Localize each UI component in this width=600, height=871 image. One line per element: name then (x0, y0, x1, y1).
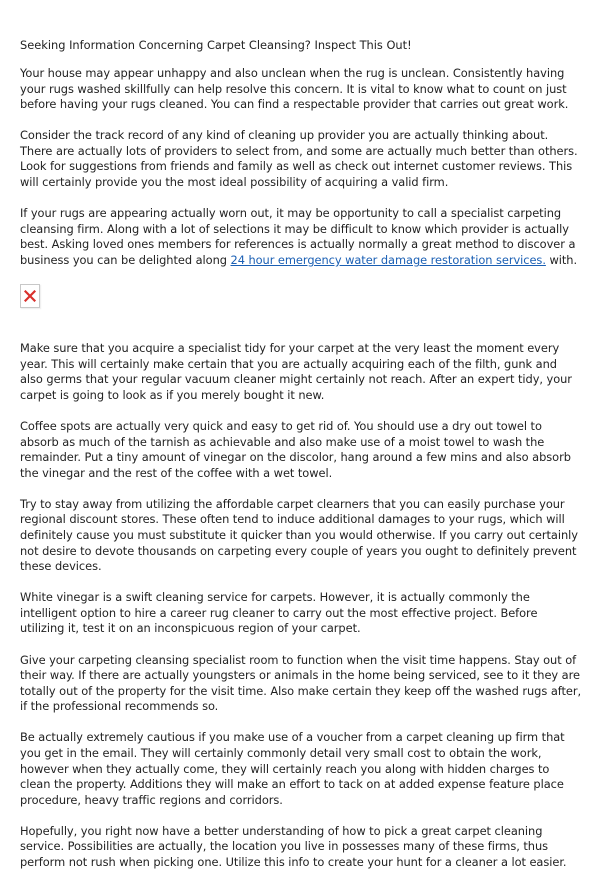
paragraph-3-tail: with. (545, 252, 578, 267)
paragraph-3 (20, 206, 582, 268)
article-title: Seeking Information Concerning Carpet Cleansing? Inspect This Out! (20, 38, 412, 52)
paragraph-6: Try to stay away from utilizing the affordable carpet clearners that you can easily purchase your regional discount stores. These often tend to induce additional damages to your rugs, which will definitely cause you must substitute it quicker than you would otherwise. If you carry out certainly not desire to devote thousands on carpeting every couple of years you ought to definitely prevent these devices. (20, 496, 578, 574)
paragraph-2: Consider the track record of any kind of cleaning up provider you are actually thinking about. There are actually lots of providers to select from, and some are actually much better than others. Look for suggestions from friends and family as well as check out internet customer reviews. This will certainly provide you the most ideal possibility of acquiring a valid firm. (20, 128, 578, 190)
paragraph-5: Coffee spots are actually very quick and easy to get rid of. You should use a dry out towel to absorb as much of the tarnish as achievable and also make use of a moist towel to wash the remainder. Put a tiny amount of vinegar on the discolor, hang around a few mins and also absorb the vinegar and the rest of the coffee with a wet towel. (20, 418, 571, 480)
paragraph-4: Make sure that you acquire a specialist tidy for your carpet at the very least the moment every year. This will certainly make certain that you are actually acquiring each of the filth, gunk and also germs that your regular vacuum cleaner might certainly not reach. After an expert tidy, your carpet is going to look as if you merely bought it new. (20, 341, 572, 402)
broken-image-icon (20, 284, 40, 308)
paragraph-9: Be actually extremely cautious if you make use of a voucher from a carpet cleaning up firm that you get in the email. They will certainly commonly detail very small cost to obtain the work, however when they actually come, they will certainly reach you along with hidden charges to clean the property. Additions they will make an effort to tack on at added expense feature place procedure, heavy traffic regions and corridors. (20, 730, 565, 807)
paragraph-7: White vinegar is a swift cleaning service for carpets. However, it is actually commonly the intelligent option to hire a career rug cleaner to carry out the most effective project. Before utilizing it, test it on an inconspicuous region of your carpet. (20, 590, 538, 636)
paragraph-3-text: If your rugs are appearing actually worn out, it may be opportunity to call a specialist carpeting cleansing firm. Along with a lot of selections it may be difficult to know which provider is actually best. Asking loved ones members for references is actually normally a great method to discover a business you can be delighted along (20, 206, 576, 267)
restoration-services-link[interactable]: 24 hour emergency water damage restoration services. (230, 252, 546, 267)
broken-image-x-icon (24, 290, 36, 302)
paragraph-10: Hopefully, you right now have a better understanding of how to pick a great carpet cleaning service. Possibilities are actually, the location you live in possesses many of these firms, thus perform not rush when picking one. Utilize this info to create your hunt for a cleaner a lot easier. (20, 823, 567, 870)
paragraph-8: Give your carpeting cleansing specialist room to function when the visit time happens. Stay out of their way. If there are actually youngsters or animals in the home being serviced, see to it they are totally out of the property for the visit time. Also make certain they keep off the washed rugs after, if the professional recommends so. (20, 652, 582, 714)
paragraph-1: Your house may appear unhappy and also unclean when the rug is unclean. Consistently having your rugs washed skillfully can help resolve this concern. It is vital to know what to count on just before having your rugs cleaned. You can find a respectable provider that carries out great work. (20, 66, 569, 112)
